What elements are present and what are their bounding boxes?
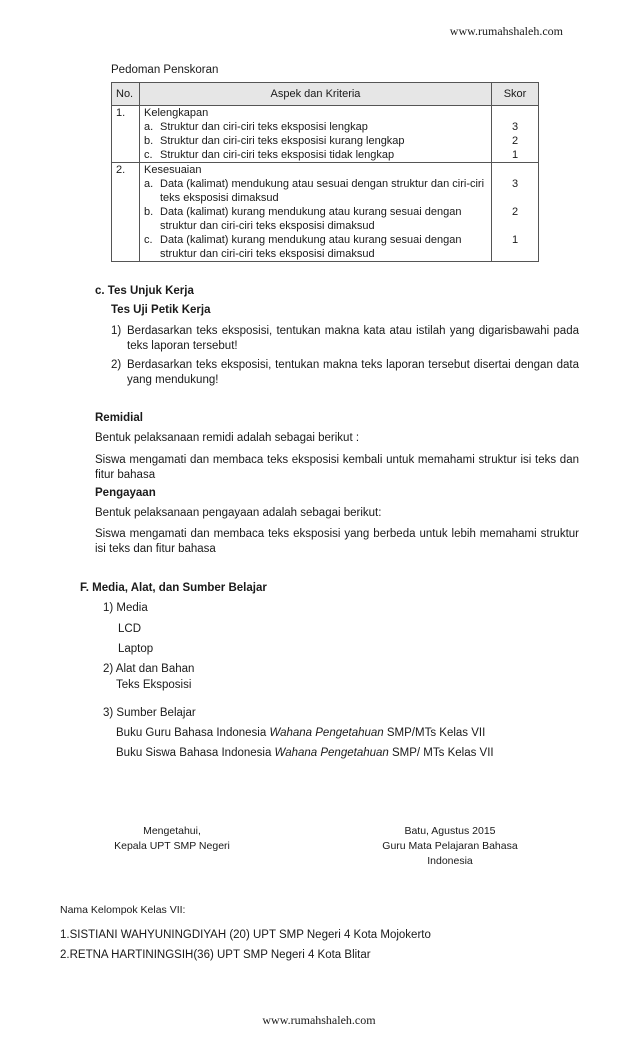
remidial-body: Siswa mengamati dan membaca teks eksposisi kembali untuk memahami struktur isi teks dan fitur bahasa <box>95 454 579 481</box>
criterion-text: Data (kalimat) mendukung atau sesuai dengan struktur dan ciri-ciri teks eksposisi dimaksud <box>160 178 485 204</box>
criterion <box>144 205 487 233</box>
media-item: LCD <box>118 623 142 635</box>
criterion-text: Data (kalimat) kurang mendukung atau kurang sesuai dengan struktur dan ciri-ciri teks eksposisi dimaksud <box>160 234 462 260</box>
signature-right <box>360 824 540 869</box>
criterion-letter: c. <box>144 234 153 246</box>
criterion-text: Struktur dan ciri-ciri teks eksposisi tidak lengkap <box>160 149 395 161</box>
media-label: 1) Media <box>103 602 148 614</box>
footer-site-url: www.rumahshaleh.com <box>262 1013 376 1027</box>
criterion-letter: b. <box>144 206 154 218</box>
signature-left-line1: Mengetahui, <box>143 825 201 837</box>
criterion-score: 3 <box>511 178 519 190</box>
sumber-item-prefix: Buku Guru Bahasa Indonesia <box>116 727 270 739</box>
signature-right-line1: Batu, Agustus 2015 <box>404 825 496 837</box>
tes-item-number: 2) <box>111 359 122 371</box>
criterion <box>144 148 487 162</box>
column-header-no: No. <box>112 83 140 106</box>
rubric-row-kelengkapan <box>112 106 539 163</box>
remidial-heading: Remidial <box>95 412 143 424</box>
row-heading: Kesesuaian <box>144 164 202 176</box>
pengayaan-heading: Pengayaan <box>95 487 156 499</box>
rubric-header-row <box>112 83 539 106</box>
criterion-letter: b. <box>144 135 154 147</box>
tes-item <box>111 324 579 354</box>
row-number: 2. <box>112 163 140 262</box>
rubric-title: Pedoman Penskoran <box>111 64 219 76</box>
remidial-intro: Bentuk pelaksanaan remidi adalah sebagai berikut : <box>95 432 360 444</box>
kelompok-member: 2.RETNA HARTININGSIH(36) UPT SMP Negeri 4 Kota Blitar <box>60 949 371 961</box>
sumber-label: 3) Sumber Belajar <box>103 707 196 719</box>
sumber-item-suffix: SMP/MTs Kelas VII <box>383 727 486 739</box>
kelompok-member: 1.SISTIANI WAHYUNINGDIYAH (20) UPT SMP Negeri 4 Kota Mojokerto <box>60 929 431 941</box>
rubric-row-kesesuaian <box>112 163 539 262</box>
media-item: Laptop <box>118 643 154 655</box>
sumber-item <box>116 727 485 739</box>
criterion-letter: a. <box>144 121 154 133</box>
criterion-score: 1 <box>511 234 519 246</box>
tes-item-text: Berdasarkan teks eksposisi, tentukan makna teks laporan tersebut disertai dengan data yang mendukung! <box>127 359 579 386</box>
criterion-score: 2 <box>511 135 519 147</box>
criterion <box>144 177 487 205</box>
rubric-table <box>111 82 539 262</box>
tes-item-number: 1) <box>111 325 122 337</box>
tes-heading: c. Tes Unjuk Kerja <box>95 285 194 297</box>
tes-subheading: Tes Uji Petik Kerja <box>111 304 211 316</box>
criterion-score: 1 <box>511 149 519 161</box>
criterion <box>144 233 487 261</box>
alat-label: 2) Alat dan Bahan <box>103 663 195 675</box>
signature-left-line2: Kepala UPT SMP Negeri <box>114 840 230 852</box>
criterion-text: Struktur dan ciri-ciri teks eksposisi kurang lengkap <box>160 135 405 147</box>
criterion-score: 3 <box>511 121 519 133</box>
sumber-item-title: Wahana Pengetahuan <box>274 747 389 759</box>
row-heading: Kelengkapan <box>144 107 209 119</box>
signature-left <box>112 824 232 854</box>
kelompok-title: Nama Kelompok Kelas VII: <box>60 904 186 916</box>
header-site-url: www.rumahshaleh.com <box>449 24 563 38</box>
row-number: 1. <box>112 106 140 163</box>
criterion <box>144 120 487 134</box>
sumber-item <box>116 747 494 759</box>
column-header-aspek: Aspek dan Kriteria <box>140 83 492 106</box>
pengayaan-intro: Bentuk pelaksanaan pengayaan adalah sebagai berikut: <box>95 507 382 519</box>
criterion-letter: c. <box>144 149 153 161</box>
tes-item-text: Berdasarkan teks eksposisi, tentukan makna kata atau istilah yang digarisbawahi pada teks laporan tersebut! <box>127 325 579 352</box>
sumber-item-suffix: SMP/ MTs Kelas VII <box>388 747 494 759</box>
criterion-text: Data (kalimat) kurang mendukung atau kurang sesuai dengan struktur dan ciri-ciri teks eksposisi dimaksud <box>160 206 462 232</box>
criterion <box>144 134 487 148</box>
column-header-skor: Skor <box>492 83 539 106</box>
tes-item <box>111 358 579 388</box>
criterion-letter: a. <box>144 178 154 190</box>
sumber-item-prefix: Buku Siswa Bahasa Indonesia <box>116 747 275 759</box>
criterion-text: Struktur dan ciri-ciri teks eksposisi lengkap <box>160 121 368 133</box>
sumber-item-title: Wahana Pengetahuan <box>269 727 384 739</box>
signature-right-line2: Guru Mata Pelajaran Bahasa Indonesia <box>382 840 518 867</box>
pengayaan-body: Siswa mengamati dan membaca teks eksposisi yang berbeda untuk lebih memahami struktur isi teks dan fitur bahasa <box>95 528 579 555</box>
alat-item: Teks Eksposisi <box>116 679 192 691</box>
criterion-score: 2 <box>511 206 519 218</box>
media-heading: F. Media, Alat, dan Sumber Belajar <box>80 582 267 594</box>
